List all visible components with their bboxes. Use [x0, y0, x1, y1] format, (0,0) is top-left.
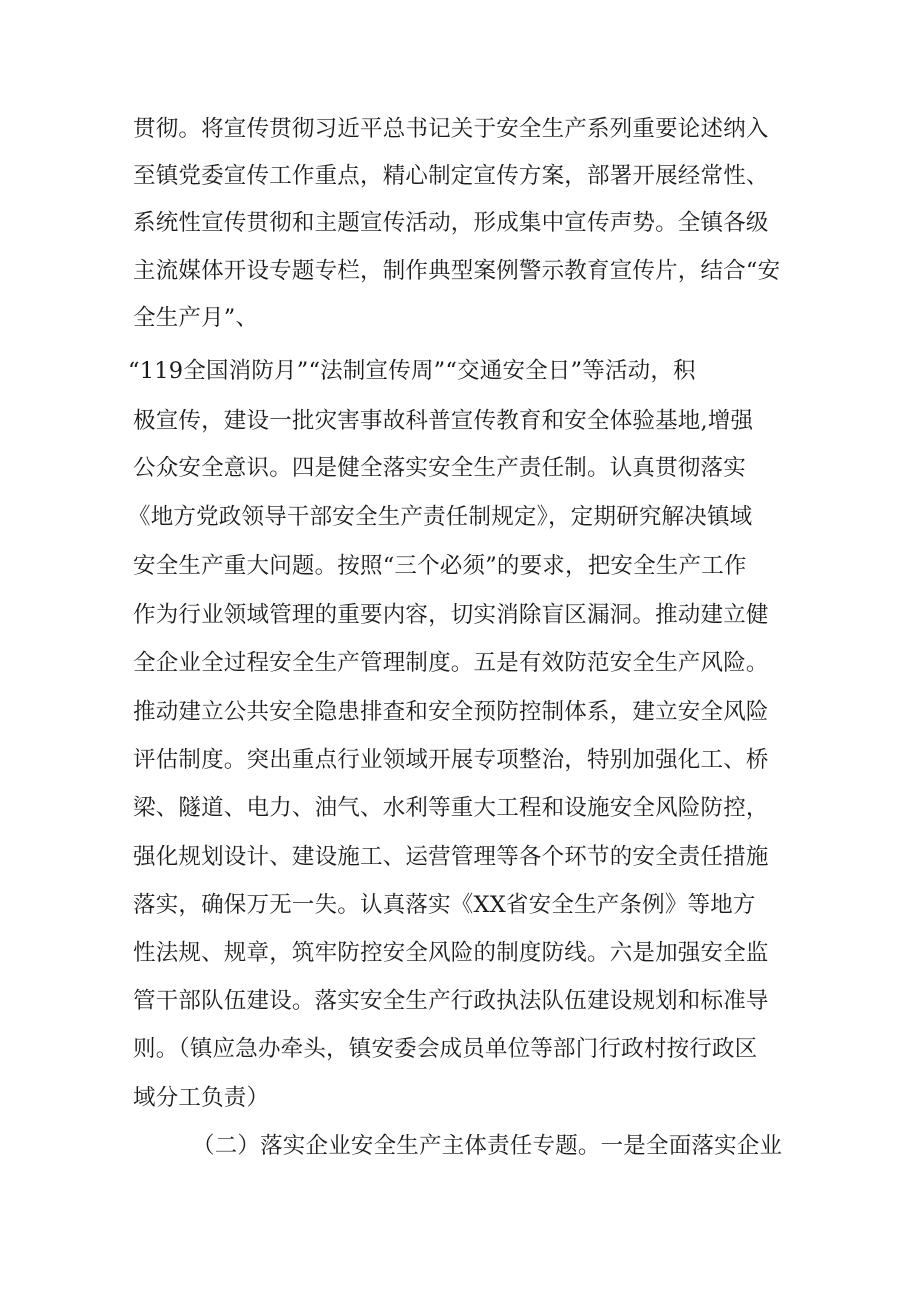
text-line: 强化规划设计、建设施工、运营管理等各个环节的安全责任措施: [133, 844, 769, 870]
text-line: 公众安全意识。四是健全落实安全生产责任制。认真贯彻落实: [133, 455, 746, 481]
text-line: 则。（镇应急办牵头，镇安委会成员单位等部门行政村按行政区: [133, 1036, 758, 1062]
text-line: 全企业全过程安全生产管理制度。五是有效防范安全生产风险。: [133, 650, 769, 676]
text-line: 极宣传，建设一批灾害事故科普宣传教育和安全体验基地,增强: [133, 408, 754, 434]
text-line: 安全生产重大问题。按照“三个必须”的要求，把安全生产工作: [133, 553, 747, 579]
text-line: 至镇党委宣传工作重点，精心制定宣传方案，部署开展经常性、: [133, 163, 769, 189]
text-line: 主流媒体开设专题专栏，制作典型案例警示教育宣传片，结合“安: [133, 258, 781, 284]
text-line: 落实，确保万无一失。认真落实《XX省安全生产条例》等地方: [133, 892, 756, 918]
text-line: 《地方党政领导干部安全生产责任制规定》，定期研究解决镇域: [128, 504, 753, 530]
text-line: 梁、隧道、电力、油气、水利等重大工程和设施安全风险防控，: [133, 795, 769, 821]
text-line: “119全国消防月”“法制宣传周”“交通安全日”等活动，积: [128, 358, 696, 384]
text-line: 贯彻。将宣传贯彻习近平总书记关于安全生产系列重要论述纳入: [133, 116, 769, 142]
text-line: 推动建立公共安全隐患排查和安全预防控制体系，建立安全风险: [133, 699, 769, 725]
text-line: 全生产月”、: [133, 305, 259, 331]
text-line: 性法规、规章，筑牢防控安全风险的制度防线。六是加强安全监: [133, 940, 769, 966]
text-line: 管干部队伍建设。落实安全生产行政执法队伍建设规划和标准导: [133, 988, 769, 1014]
text-line: 系统性宣传贯彻和主题宣传活动，形成集中宣传声势。全镇各级: [133, 210, 769, 236]
text-line: 评估制度。突出重点行业领域开展专项整治，特别加强化工、桥: [133, 747, 769, 773]
text-line: 作为行业领域管理的重要内容，切实消除盲区漏洞。推动建立健: [133, 602, 769, 628]
text-line: 域分工负责）: [133, 1085, 270, 1111]
text-line: （二）落实企业安全生产主体责任专题。一是全面落实企业: [192, 1133, 783, 1159]
